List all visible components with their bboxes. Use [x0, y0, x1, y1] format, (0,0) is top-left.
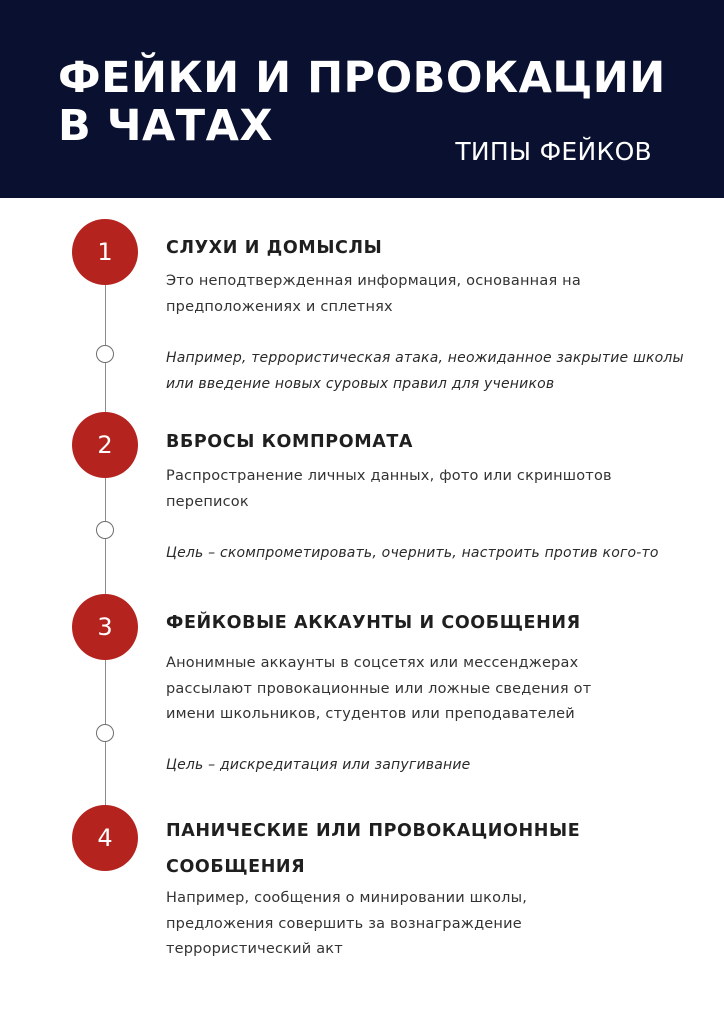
page-subtitle: ТИПЫ ФЕЙКОВ — [455, 137, 652, 166]
item-title-4 — [166, 813, 580, 885]
item-note-3: Цель – дискредитация или запугивание — [166, 757, 471, 773]
item-number-badge-2: 2 — [72, 412, 138, 478]
item-title-4-line-1: ПАНИЧЕСКИЕ ИЛИ ПРОВОКАЦИОННЫЕ — [166, 821, 581, 841]
item-number-badge-1: 1 — [72, 219, 138, 285]
item-description-4: Например, сообщения о минировании школы, предложения совершить за вознаграждение террористический акт — [166, 890, 528, 957]
item-title-4-line-2: СООБЩЕНИЯ — [166, 857, 306, 877]
page-title — [58, 54, 666, 150]
item-title-3: ФЕЙКОВЫЕ АККАУНТЫ И СООБЩЕНИЯ — [166, 613, 581, 633]
timeline-dot-2 — [96, 521, 114, 539]
page-title-line-1: ФЕЙКИ И ПРОВОКАЦИИ — [58, 53, 666, 103]
item-number-badge-3: 3 — [72, 594, 138, 660]
item-title-1: СЛУХИ И ДОМЫСЛЫ — [166, 238, 383, 258]
item-note-2: Цель – скомпрометировать, очернить, настроить против кого-то — [166, 545, 659, 561]
item-title-2: ВБРОСЫ КОМПРОМАТА — [166, 432, 414, 452]
item-number-badge-4: 4 — [72, 805, 138, 871]
item-description-2: Распространение личных данных, фото или скриншотов переписок — [166, 468, 612, 510]
item-description-3: Анонимные аккаунты в соцсетях или мессенджерах рассылают провокационные или ложные сведения от имени школьников, студентов или преподавателей — [166, 655, 592, 722]
timeline-dot-3 — [96, 724, 114, 742]
item-note-1: Например, террористическая атака, неожиданное закрытие школы или введение новых суровых правил для учеников — [166, 350, 684, 392]
item-description-1: Это неподтвержденная информация, основанная на предположениях и сплетнях — [166, 273, 581, 315]
header-banner — [0, 0, 724, 198]
page-title-line-2: В ЧАТАХ — [58, 101, 274, 151]
timeline-line — [105, 252, 106, 840]
timeline-dot-1 — [96, 345, 114, 363]
